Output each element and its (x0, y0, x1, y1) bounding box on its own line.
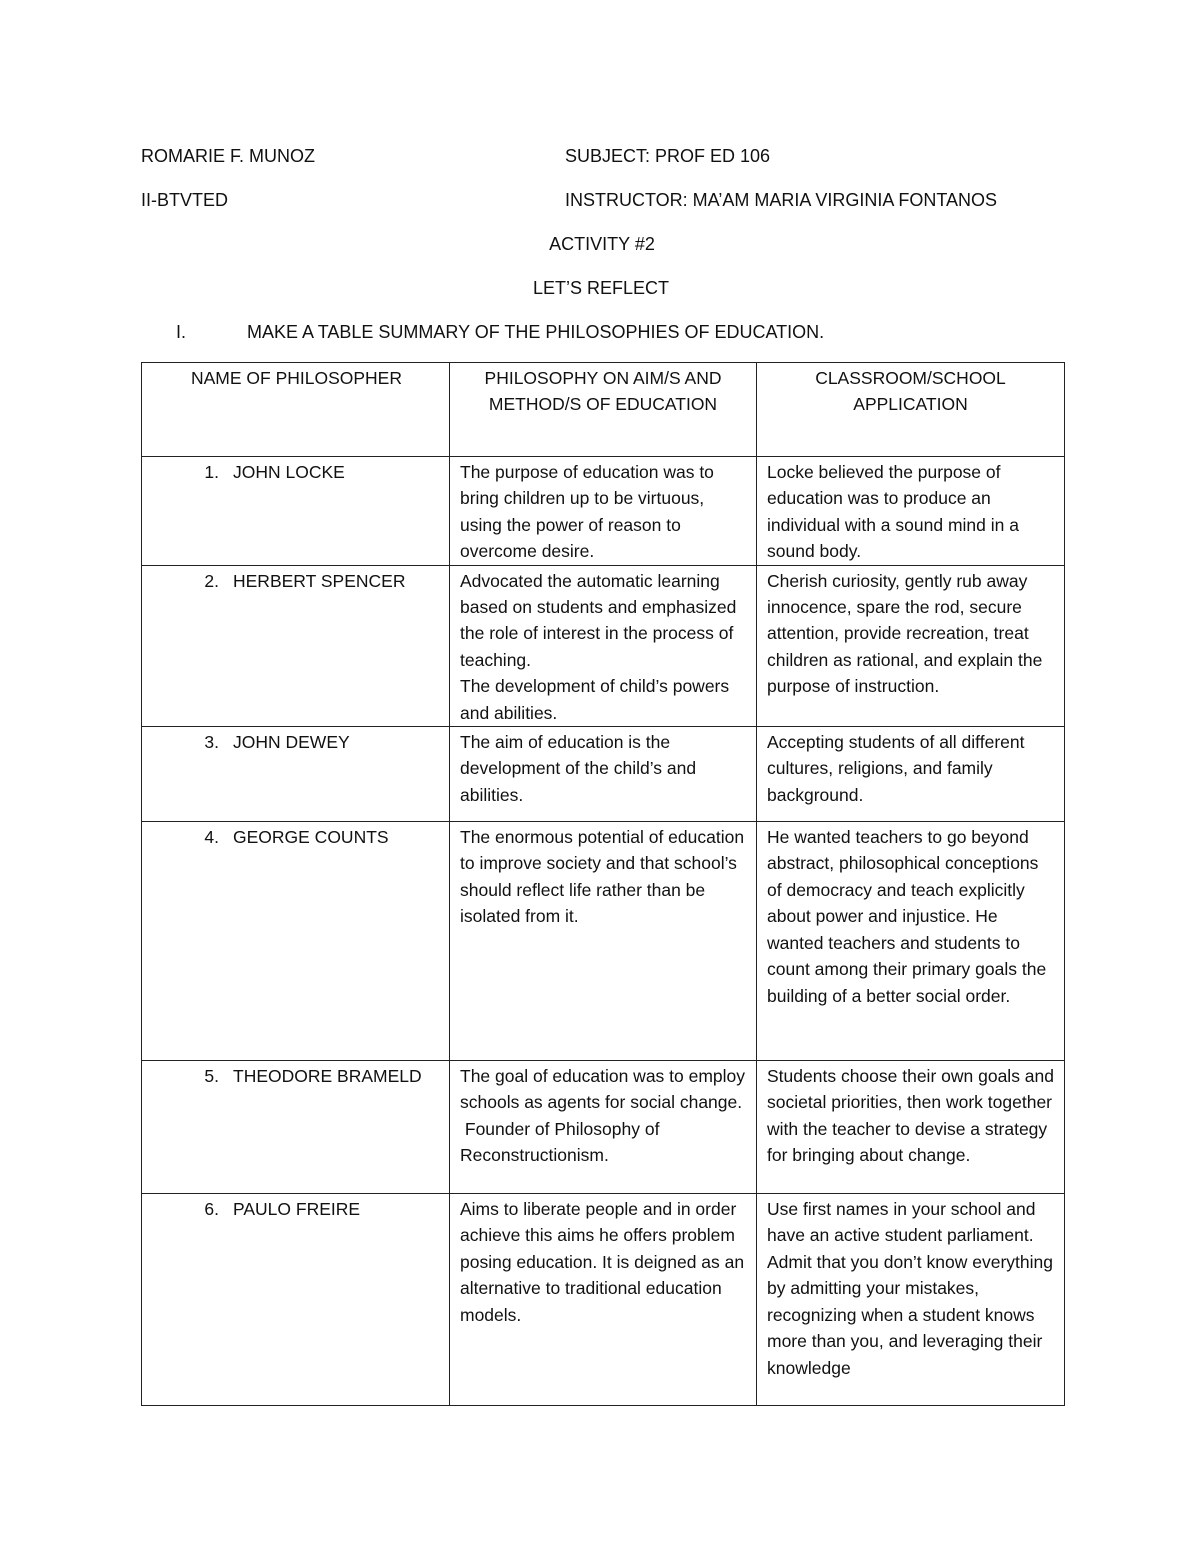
instruction-text: MAKE A TABLE SUMMARY OF THE PHILOSOPHIES OF EDUCATION. (247, 322, 825, 342)
row-number: 1. (204, 462, 219, 482)
application-text: He wanted teachers to go beyond abstract, philosophical conceptions of democracy and teach explicitly about power and injustice. He wanted teachers and students to count among their primary goals the building of a better social order. (767, 827, 1047, 1006)
table-header-row (142, 363, 1065, 457)
application-cell (757, 727, 1065, 822)
philosopher-name: JOHN DEWEY (233, 732, 350, 753)
philosophy-text: The purpose of education was to bring children up to be virtuous, using the power of reason to overcome desire. (460, 462, 714, 562)
philosopher-name: GEORGE COUNTS (233, 827, 389, 848)
subtitle-wrap (0, 277, 1200, 299)
philosophy-text: Advocated the automatic learning based on students and emphasized the role of interest in the process of teaching. (460, 570, 737, 670)
philosophy-text: The development of child’s powers and abilities. (460, 676, 730, 723)
application-cell (757, 1061, 1065, 1194)
application-text: Use first names in your school and have an active student parliament. (767, 1199, 1036, 1246)
table-row (142, 565, 1065, 726)
application-text: Accepting students of all different cultures, religions, and family background. (767, 732, 1025, 805)
section-label: II-BTVTED (141, 190, 229, 210)
header-philosophy: PHILOSOPHY ON AIM/S AND METHOD/S OF EDUCATION (450, 363, 757, 457)
activity-title-wrap (0, 233, 1200, 255)
name-cell (142, 822, 450, 1061)
philosophy-text: Founder of Philosophy of Reconstructionism. (460, 1118, 665, 1166)
row-number: 4. (204, 827, 219, 848)
header-application: CLASSROOM/SCHOOL APPLICATION (757, 363, 1065, 457)
instruction-number: I. (176, 322, 187, 342)
philosophy-cell (450, 565, 757, 726)
name-cell (142, 1061, 450, 1194)
philosophy-cell (450, 727, 757, 822)
subtitle: LET’S REFLECT (532, 278, 670, 298)
table-row (142, 822, 1065, 1061)
application-text: Admit that you don’t know everything by admitting your mistakes, recognizing when a student knows more than you, and leveraging their knowledge (767, 1251, 1053, 1378)
name-cell (142, 727, 450, 822)
philosophy-text: The aim of education is the development of the child’s and abilities. (460, 732, 697, 805)
philosophy-cell (450, 822, 757, 1061)
application-text: Cherish curiosity, gently rub away innocence, spare the rod, secure attention, provide recreation, treat children as rational, and explain the purpose of instruction. (767, 570, 1043, 697)
philosopher-name: HERBERT SPENCER (233, 570, 406, 591)
philosopher-name: THEODORE BRAMELD (233, 1066, 422, 1087)
application-cell (757, 1194, 1065, 1406)
application-cell (757, 457, 1065, 566)
subject-label: SUBJECT: PROF ED 106 (565, 146, 771, 166)
student-name: ROMARIE F. MUNOZ (141, 146, 315, 166)
application-text: Locke believed the purpose of education was to produce an individual with a sound mind in a sound body. (767, 462, 1019, 562)
activity-title: ACTIVITY #2 (549, 234, 655, 254)
philosophy-cell (450, 457, 757, 566)
philosophy-text: Aims to liberate people and in order achieve this aims he offers problem posing education. It is deigned as an alternative to traditional education models. (460, 1199, 745, 1325)
philosopher-name: PAULO FREIRE (233, 1199, 361, 1220)
row-number: 5. (204, 1066, 219, 1087)
philosophy-cell (450, 1061, 757, 1194)
table-row (142, 1194, 1065, 1406)
instructor-label: INSTRUCTOR: MA’AM MARIA VIRGINIA FONTANOS (565, 190, 998, 210)
application-cell (757, 565, 1065, 726)
row-number: 6. (204, 1199, 219, 1220)
philosophy-cell (450, 1194, 757, 1406)
philosopher-name: JOHN LOCKE (233, 462, 345, 482)
table-row (142, 727, 1065, 822)
row-number: 3. (204, 732, 219, 753)
name-cell (142, 457, 450, 566)
table-row (142, 1061, 1065, 1194)
application-cell (757, 822, 1065, 1061)
philosophy-text: The enormous potential of education to improve society and that school’s should reflect life rather than be isolated from it. (460, 827, 745, 927)
row-number: 2. (204, 570, 219, 591)
table-row (142, 457, 1065, 566)
name-cell (142, 565, 450, 726)
philosophy-text: The goal of education was to employ schools as agents for social change. (460, 1066, 746, 1113)
philosophers-table (141, 362, 1065, 1406)
name-cell (142, 1194, 450, 1406)
header-philosopher: NAME OF PHILOSOPHER (142, 363, 450, 457)
application-text: Students choose their own goals and societal priorities, then work together with the teacher to devise a strategy for bringing about change. (767, 1066, 1054, 1166)
